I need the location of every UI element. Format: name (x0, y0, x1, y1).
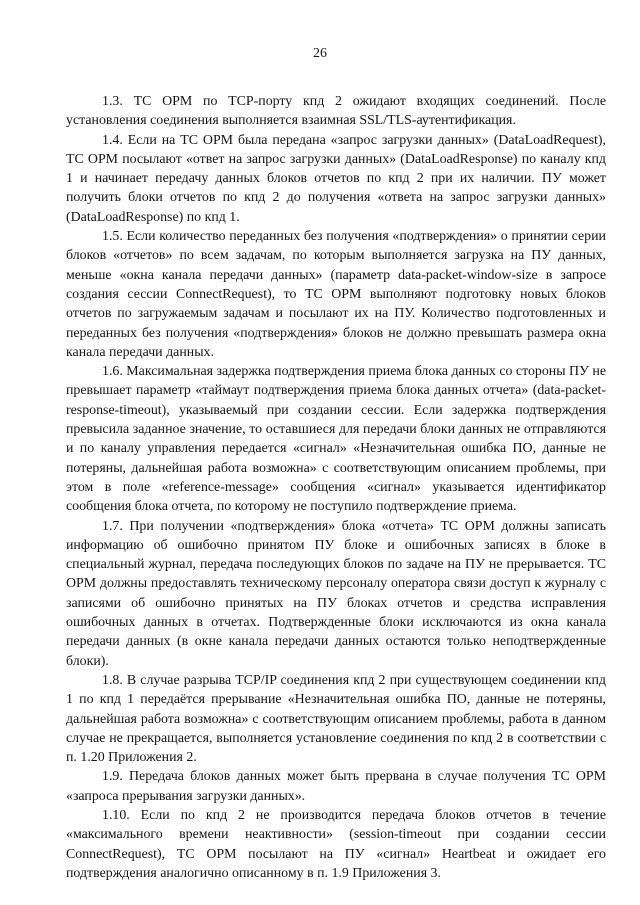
paragraph-1-8: 1.8. В случае разрыва TCP/IP соединения кпд 2 при существующем соединении кпд 1 по кпд 1 передаётся прерывание «Незначительная ошибка ПО, данные не потеряны, дальнейшая работа возможна» с соответствующим описанием проблемы, работа в данном случае не прекращается, выполняется установление соединения по кпд 2 в соответствии с п. 1.20 Приложения 2. (66, 672, 606, 766)
page-number: 26 (313, 46, 327, 61)
paragraph-1-7: 1.7. При получении «подтверждения» блока «отчета» ТС ОРМ должны записать информацию об ошибочно принятом ПУ блоке и ошибочных записях в блоке в специальный журнал, передача последующих блоков по задаче на ПУ не прерывается. ТС ОРМ должны предоставлять техническому персоналу оператора связи доступ к журналу с записями об ошибочно принятых на ПУ блоках отчетов и средства исправления ошибочных данных в отчетах. Подтвержденные блоки исключаются из окна канала передачи данных (в окне канала передачи данных остаются только неподтвержденные блоки). (66, 518, 606, 669)
paragraph-1-6: 1.6. Максимальная задержка подтверждения приема блока данных со стороны ПУ не превышает параметр «таймаут подтверждения приема блока данных отчета» (data-packet-response-timeout), указываемый при создании сессии. Если задержка подтверждения превысила заданное значение, то оставшиеся для передачи блоки данных не отправляются и по каналу управления передается «сигнал» «Незначительная ошибка ПО, данные не потеряны, дальнейшая работа возможна» с соответствующим описанием проблемы, при этом в поле «reference-message» сообщения «сигнал» указывается идентификатор сообщения блока отчета, по которому не поступило подтверждение приема. (66, 364, 606, 515)
paragraph-1-9: 1.9. Передача блоков данных может быть прервана в случае получения ТС ОРМ «запроса прерывания загрузки данных». (66, 769, 606, 804)
paragraph-1-10: 1.10. Если по кпд 2 не производится передача блоков отчетов в течение «максимального времени неактивности» (session-timeout при создании сессии ConnectRequest), ТС ОРМ посылают на ПУ «сигнал» Heartbeat и ожидает его подтверждения аналогично описанному в п. 1.9 Приложения 3. (66, 807, 606, 881)
paragraph-1-3: 1.3. ТС ОРМ по ТСР-порту кпд 2 ожидают входящих соединений. После установления соединения выполняется взаимная SSL/TLS-аутентификация. (66, 94, 606, 129)
paragraph-1-5: 1.5. Если количество переданных без получения «подтверждения» о принятии серии блоков «отчетов» по всем задачам, по которым выполняется загрузка на ПУ данных, меньше «окна канала передачи данных» (параметр data-packet-window-size в запросе создания сессии ConnectRequest), то ТС ОРМ выполняют подготовку новых блоков отчетов по загружаемым задачам и посылают их на ПУ. Количество подготовленных и переданных без получения «подтверждения» блоков не должно превышать размера окна канала передачи данных. (66, 229, 606, 360)
paragraph-1-4: 1.4. Если на ТС ОРМ была передана «запрос загрузки данных» (DataLoadRequest), ТС ОРМ посылают «ответ на запрос загрузки данных» (DataLoadResponse) по каналу кпд 1 и начинает передачу данных блоков отчетов по кпд 2 при их наличии. ПУ может получить блоки отчетов по кпд 2 до получения «ответа на запрос загрузки данных» (DataLoadResponse) по кпд 1. (66, 132, 606, 225)
document-body (66, 92, 606, 883)
